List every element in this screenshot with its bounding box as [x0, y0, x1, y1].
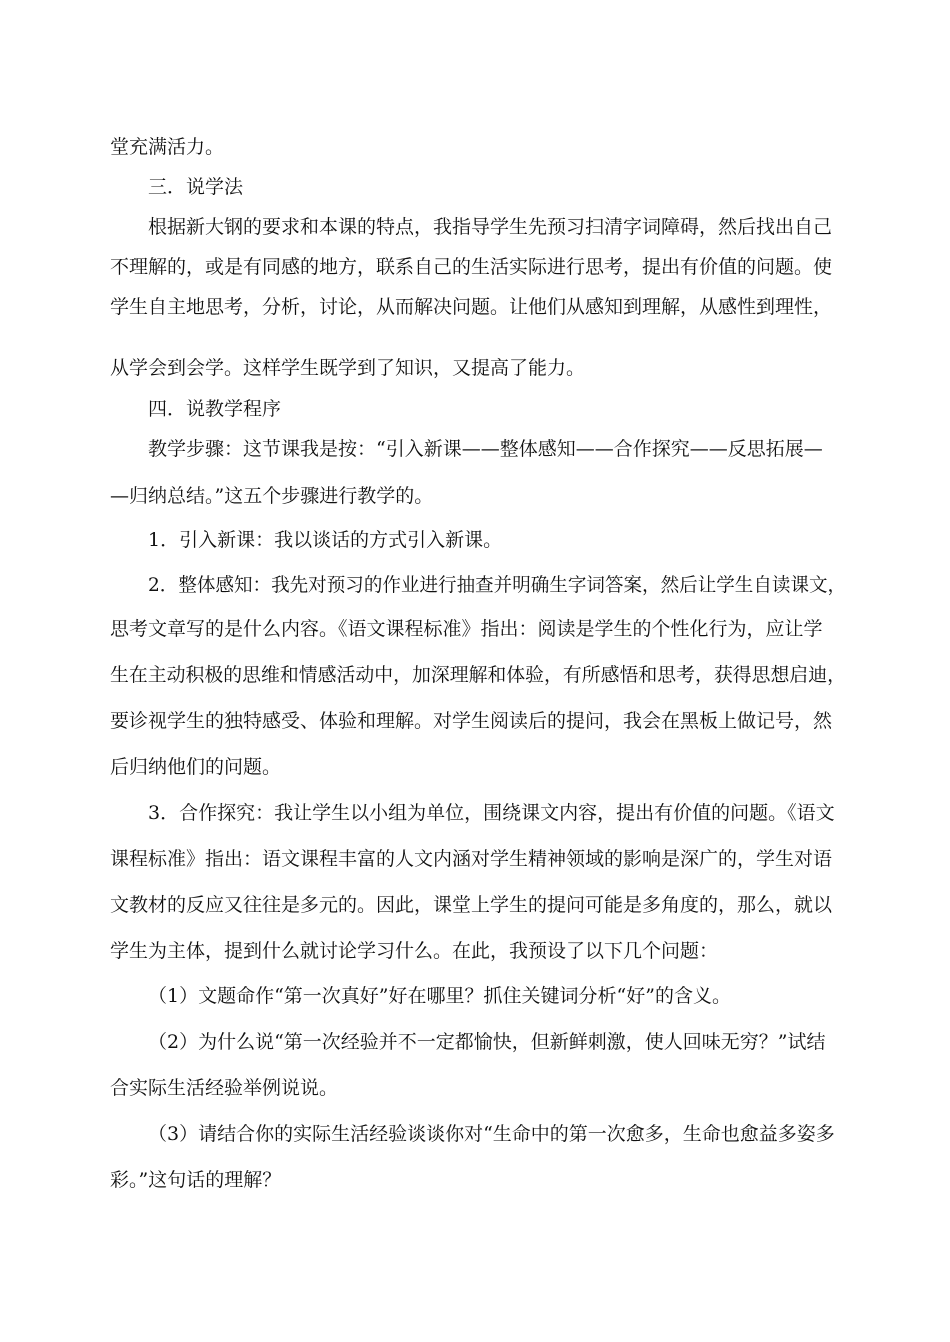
section-heading: 三．说学法	[148, 176, 244, 198]
section-heading: 四．说教学程序	[148, 398, 282, 420]
text-line: 课程标准》指出：语文课程丰富的人文内涵对学生精神领域的影响是深广的，学生对语	[110, 848, 833, 870]
text-line: 要诊视学生的独特感受、体验和理解。对学生阅读后的提问，我会在黑板上做记号，然	[110, 710, 833, 732]
text-line: 思考文章写的是什么内容。《语文课程标准》指出：阅读是学生的个性化行为，应让学	[110, 618, 823, 640]
text-line: 教学步骤：这节课我是按：“引入新课——整体感知——合作探究——反思拓展—	[148, 438, 823, 460]
text-line: 3．合作探究：我让学生以小组为单位，围绕课文内容，提出有价值的问题。《语文	[148, 802, 835, 824]
text-line: 学生自主地思考，分析，讨论，从而解决问题。让他们从感知到理解，从感性到理性，	[110, 296, 833, 318]
text-line: 不理解的，或是有同感的地方，联系自己的生活实际进行思考，提出有价值的问题。使	[110, 256, 833, 278]
text-line: 合实际生活经验举例说说。	[110, 1077, 339, 1099]
text-line: 生在主动积极的思维和情感活动中，加深理解和体验，有所感悟和思考，获得思想启迪，	[110, 664, 847, 686]
text-line: 1．引入新课：我以谈话的方式引入新课。	[148, 529, 503, 551]
question-2: （2）为什么说“第一次经验并不一定都愉快，但新鲜刺激，使人回味无穷？”试结	[148, 1031, 826, 1053]
question-1: （1）文题命作“第一次真好”好在哪里？抓住关键词分析“好”的含义。	[148, 985, 731, 1007]
text-line: 彩。”这句话的理解？	[110, 1169, 282, 1191]
text-line: 学生为主体，提到什么就讨论学习什么。在此，我预设了以下几个问题：	[110, 940, 719, 962]
text-line: —归纳总结。”这五个步骤进行教学的。	[110, 485, 434, 507]
text-line: 2．整体感知：我先对预习的作业进行抽查并明确生字词答案，然后让学生自读课文，	[148, 574, 847, 596]
text-line: 堂充满活力。	[110, 136, 225, 158]
text-line: 文教材的反应又往往是多元的。因此，课堂上学生的提问可能是多角度的，那么，就以	[110, 894, 833, 916]
text-line: 后归纳他们的问题。	[110, 756, 282, 778]
text-line: 根据新大钢的要求和本课的特点，我指导学生先预习扫清字词障碍，然后找出自己	[148, 216, 833, 238]
question-3: （3）请结合你的实际生活经验谈谈你对“生命中的第一次愈多，生命也愈益多姿多	[148, 1123, 835, 1145]
text-line: 从学会到会学。这样学生既学到了知识，又提高了能力。	[110, 357, 586, 379]
